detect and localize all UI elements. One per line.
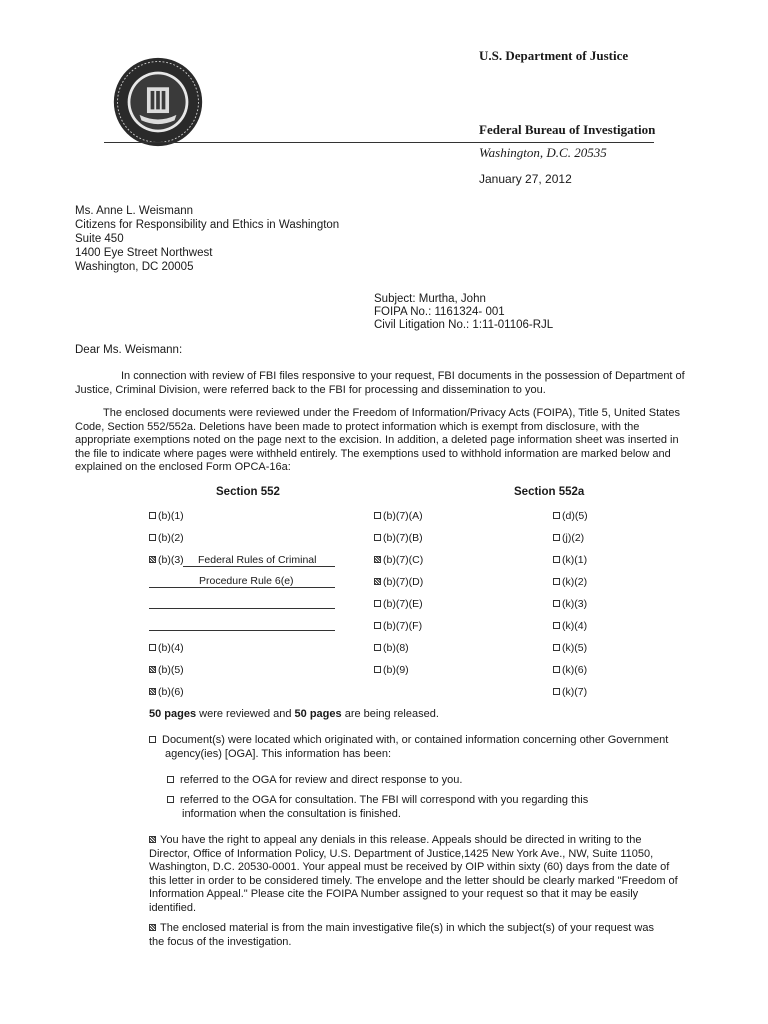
oga-paragraph: Document(s) were located which originated with, or contained information concerning other Government agency(ies) [OGA]. This information has been: bbox=[149, 734, 685, 761]
oga-option-consultation: referred to the OGA for consultation. The FBI will correspond with you regarding this information when the consultation is finished. bbox=[167, 794, 634, 821]
checkbox-icon bbox=[374, 666, 381, 673]
bureau-address: Washington, D.C. 20535 bbox=[479, 145, 607, 160]
checkbox-icon bbox=[167, 776, 174, 783]
checkbox-icon bbox=[149, 736, 156, 743]
recipient-line: 1400 Eye Street Northwest bbox=[75, 247, 213, 259]
agency-name: U.S. Department of Justice bbox=[479, 48, 629, 63]
exemption-b7b: (b)(7)(B) bbox=[374, 532, 423, 544]
b3-note-line1: Federal Rules of Criminal bbox=[198, 554, 317, 566]
section-552a-heading: Section 552a bbox=[514, 486, 585, 498]
exemption-d5: (d)(5) bbox=[553, 510, 588, 522]
checkbox-icon bbox=[167, 796, 174, 803]
exemption-k7: (k)(7) bbox=[553, 686, 587, 698]
checkbox-icon bbox=[149, 512, 156, 519]
exemption-b5: (b)(5) bbox=[149, 664, 184, 676]
b3-note-line2: Procedure Rule 6(e) bbox=[199, 575, 294, 587]
underline bbox=[149, 587, 335, 588]
checkbox-icon bbox=[553, 600, 560, 607]
checked-box-icon bbox=[149, 688, 156, 695]
header-divider bbox=[104, 142, 654, 143]
checkbox-icon bbox=[553, 556, 560, 563]
underline bbox=[183, 566, 335, 567]
exemption-k2: (k)(2) bbox=[553, 576, 587, 588]
exemption-k1: (k)(1) bbox=[553, 554, 587, 566]
exemption-b7d: (b)(7)(D) bbox=[374, 576, 423, 588]
checkbox-icon bbox=[553, 578, 560, 585]
subject-block bbox=[374, 293, 553, 332]
paragraph-referral: In connection with review of FBI files responsive to your request, FBI documents in the possession of Department of Justice, Criminal Division, were referred back to the FBI for processing and dissemination to you. bbox=[75, 370, 685, 396]
checkbox-icon bbox=[553, 622, 560, 629]
checkbox-icon bbox=[374, 534, 381, 541]
checked-box-icon bbox=[149, 836, 156, 843]
fbi-seal-icon bbox=[112, 56, 204, 148]
foipa-number: FOIPA No.: 1161324- 001 bbox=[374, 306, 505, 318]
exemption-j2: (j)(2) bbox=[553, 532, 584, 544]
bureau-name: Federal Bureau of Investigation bbox=[479, 122, 656, 137]
checked-box-icon bbox=[149, 556, 156, 563]
exemption-k3: (k)(3) bbox=[553, 598, 587, 610]
civil-litigation-number: Civil Litigation No.: 1:11-01106-RJL bbox=[374, 319, 554, 331]
checkbox-icon bbox=[149, 534, 156, 541]
recipient-line: Ms. Anne L. Weismann bbox=[75, 205, 194, 217]
exemption-k5: (k)(5) bbox=[553, 642, 587, 654]
exemption-k4: (k)(4) bbox=[553, 620, 587, 632]
recipient-line: Suite 450 bbox=[75, 233, 124, 245]
exemption-k6: (k)(6) bbox=[553, 664, 587, 676]
blank-line bbox=[149, 608, 335, 609]
main-file-paragraph: The enclosed material is from the main investigative file(s) in which the subject(s) of your request was the focus of the investigation. bbox=[149, 922, 654, 948]
exemption-b7c: (b)(7)(C) bbox=[374, 554, 423, 566]
exemption-b4: (b)(4) bbox=[149, 642, 184, 654]
checkbox-icon bbox=[374, 644, 381, 651]
blank-line bbox=[149, 630, 335, 631]
checkbox-icon bbox=[149, 644, 156, 651]
checked-box-icon bbox=[374, 556, 381, 563]
section-552-heading: Section 552 bbox=[216, 486, 280, 498]
exemption-b9: (b)(9) bbox=[374, 664, 409, 676]
checkbox-icon bbox=[553, 512, 560, 519]
oga-option-review: referred to the OGA for review and direct response to you. bbox=[167, 774, 667, 788]
exemption-b2: (b)(2) bbox=[149, 532, 184, 544]
exemption-b7a: (b)(7)(A) bbox=[374, 510, 423, 522]
recipient-address bbox=[75, 204, 339, 274]
checkbox-icon bbox=[374, 600, 381, 607]
recipient-line: Washington, DC 20005 bbox=[75, 261, 194, 273]
exemption-b7f: (b)(7)(F) bbox=[374, 620, 422, 632]
subject-line: Subject: Murtha, John bbox=[374, 293, 486, 305]
checkbox-icon bbox=[374, 622, 381, 629]
checkbox-icon bbox=[553, 534, 560, 541]
exemption-b6: (b)(6) bbox=[149, 686, 184, 698]
checkbox-icon bbox=[553, 688, 560, 695]
checkbox-icon bbox=[553, 644, 560, 651]
checked-box-icon bbox=[374, 578, 381, 585]
exemption-b3: (b)(3) bbox=[149, 554, 184, 566]
checkbox-icon bbox=[553, 666, 560, 673]
paragraph-exemptions: The enclosed documents were reviewed under the Freedom of Information/Privacy Acts (FOIPA), Title 5, United States Code, Section 552/552a. Deletions have been made to protect information which is exempt from disclosure, with the appropriate exemptions noted on the page next to the excision. In addition, a deleted page information sheet was inserted in the file to indicate where pages were withheld entirely. The exemptions used to withhold information are marked below and explained on the enclosed Form OPCA-16a: bbox=[75, 407, 680, 473]
exemption-b8: (b)(8) bbox=[374, 642, 409, 654]
checked-box-icon bbox=[149, 924, 156, 931]
checkbox-icon bbox=[374, 512, 381, 519]
exemption-b7e: (b)(7)(E) bbox=[374, 598, 423, 610]
exemption-b1: (b)(1) bbox=[149, 510, 184, 522]
letter-date: January 27, 2012 bbox=[479, 172, 572, 186]
checked-box-icon bbox=[149, 666, 156, 673]
pages-summary: 50 pages were reviewed and 50 pages are being released. bbox=[149, 708, 439, 720]
salutation: Dear Ms. Weismann: bbox=[75, 344, 183, 356]
appeal-paragraph: You have the right to appeal any denials in this release. Appeals should be directed in writing to the Director, Office of Information Policy, U.S. Department of Justice,1425 New York Ave., NW, Suite 11050, Washington, D.C. 20530-0001. Your appeal must be received by OIP within sixty (60) days from the date of this letter in order to be considered timely. The envelope and the letter should be clearly marked "Freedom of Information Appeal." Please cite the FOIPA Number assigned to your request so that it may be easily identified. bbox=[149, 834, 678, 914]
recipient-line: Citizens for Responsibility and Ethics in Washington bbox=[75, 219, 340, 231]
